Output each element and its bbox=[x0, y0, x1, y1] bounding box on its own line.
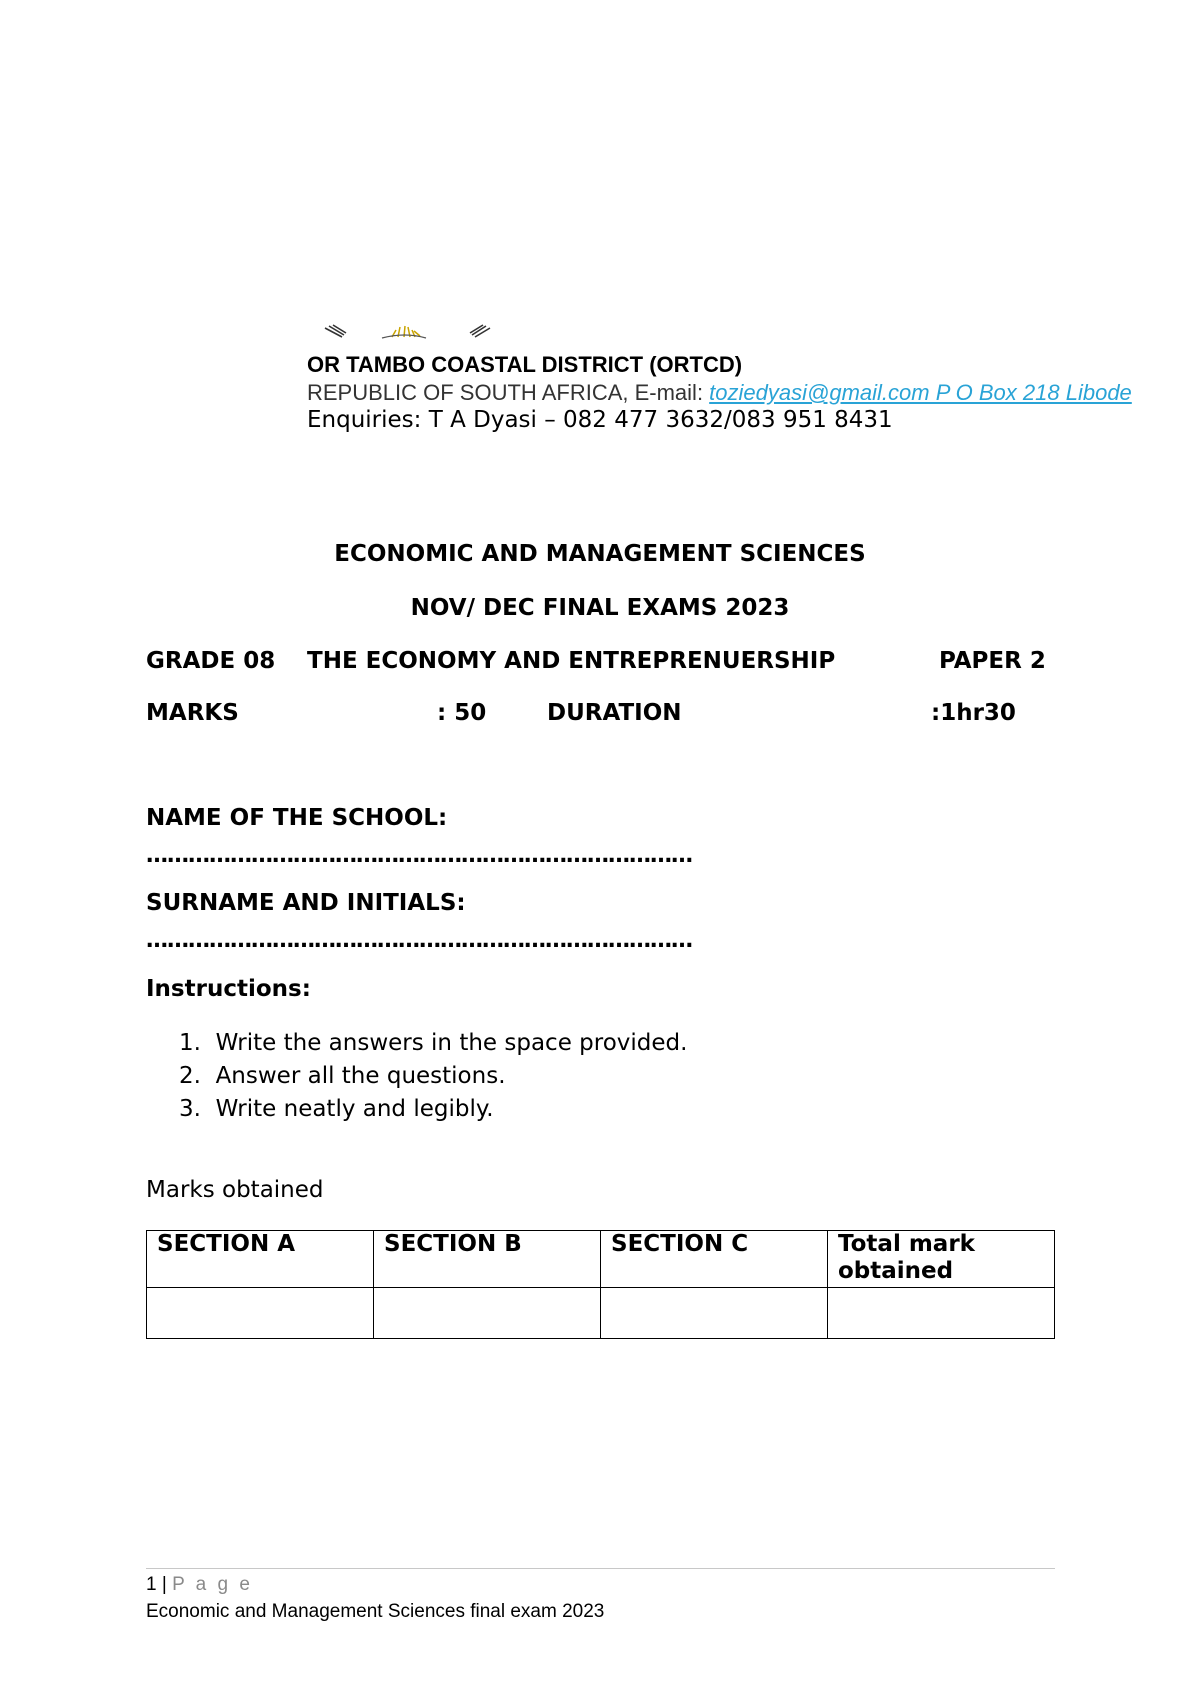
instructions-heading: Instructions: bbox=[146, 976, 311, 1002]
school-name-label: NAME OF THE SCHOOL: bbox=[146, 805, 448, 831]
duration-value: :1hr30 bbox=[931, 700, 1016, 726]
table-header-row bbox=[147, 1231, 1055, 1288]
surname-field[interactable]: …………………………………………………………………… bbox=[146, 928, 692, 953]
school-name-field[interactable]: …………………………………………………………………… bbox=[146, 843, 692, 868]
district-emblem-logo bbox=[320, 322, 520, 344]
cell-section-c[interactable] bbox=[601, 1288, 828, 1339]
header-section-b: SECTION B bbox=[374, 1231, 601, 1288]
republic-text: REPUBLIC OF SOUTH AFRICA, E-mail: bbox=[307, 380, 710, 405]
contact-line bbox=[307, 380, 1132, 406]
grade-label: GRADE 08 bbox=[146, 648, 276, 674]
instruction-text: Write the answers in the space provided. bbox=[215, 1030, 688, 1056]
header-section-a: SECTION A bbox=[147, 1231, 374, 1288]
list-item: 1. Write the answers in the space provided. bbox=[179, 1030, 688, 1056]
page-number bbox=[146, 1574, 253, 1596]
footer-doc-title: Economic and Management Sciences final exam 2023 bbox=[146, 1601, 605, 1622]
exam-session: NOV/ DEC FINAL EXAMS 2023 bbox=[410, 595, 790, 621]
marks-label: MARKS bbox=[146, 700, 239, 726]
cell-total[interactable] bbox=[828, 1288, 1055, 1339]
cell-section-a[interactable] bbox=[147, 1288, 374, 1339]
instruction-text: Write neatly and legibly. bbox=[215, 1096, 494, 1122]
list-item: 3. Write neatly and legibly. bbox=[179, 1096, 494, 1122]
instruction-text: Answer all the questions. bbox=[215, 1063, 506, 1089]
instructions-list bbox=[179, 1027, 687, 1126]
marks-obtained-caption: Marks obtained bbox=[146, 1177, 324, 1203]
enquiries-line: Enquiries: T A Dyasi – 082 477 3632/083 951 8431 bbox=[307, 407, 893, 433]
footer-divider bbox=[146, 1568, 1055, 1569]
paper-label: PAPER 2 bbox=[939, 648, 1046, 674]
email-link[interactable]: toziedyasi@gmail.com P O Box 218 Libode bbox=[709, 380, 1132, 405]
page-separator: | bbox=[156, 1574, 173, 1595]
page-word: P a g e bbox=[172, 1574, 253, 1595]
header-total: Total mark obtained bbox=[828, 1231, 1055, 1288]
marks-value: : 50 bbox=[437, 700, 487, 726]
surname-label: SURNAME AND INITIALS: bbox=[146, 890, 466, 916]
duration-label: DURATION bbox=[547, 700, 682, 726]
page-number-value: 1 bbox=[146, 1574, 157, 1595]
marks-table bbox=[146, 1230, 1055, 1339]
list-item: 2. Answer all the questions. bbox=[179, 1063, 506, 1089]
table-row bbox=[147, 1288, 1055, 1339]
cell-section-b[interactable] bbox=[374, 1288, 601, 1339]
header-section-c: SECTION C bbox=[601, 1231, 828, 1288]
topic-label: THE ECONOMY AND ENTREPRENUERSHIP bbox=[307, 648, 836, 674]
district-title: OR TAMBO COASTAL DISTRICT (ORTCD) bbox=[307, 352, 743, 377]
subject-title: ECONOMIC AND MANAGEMENT SCIENCES bbox=[334, 541, 866, 567]
